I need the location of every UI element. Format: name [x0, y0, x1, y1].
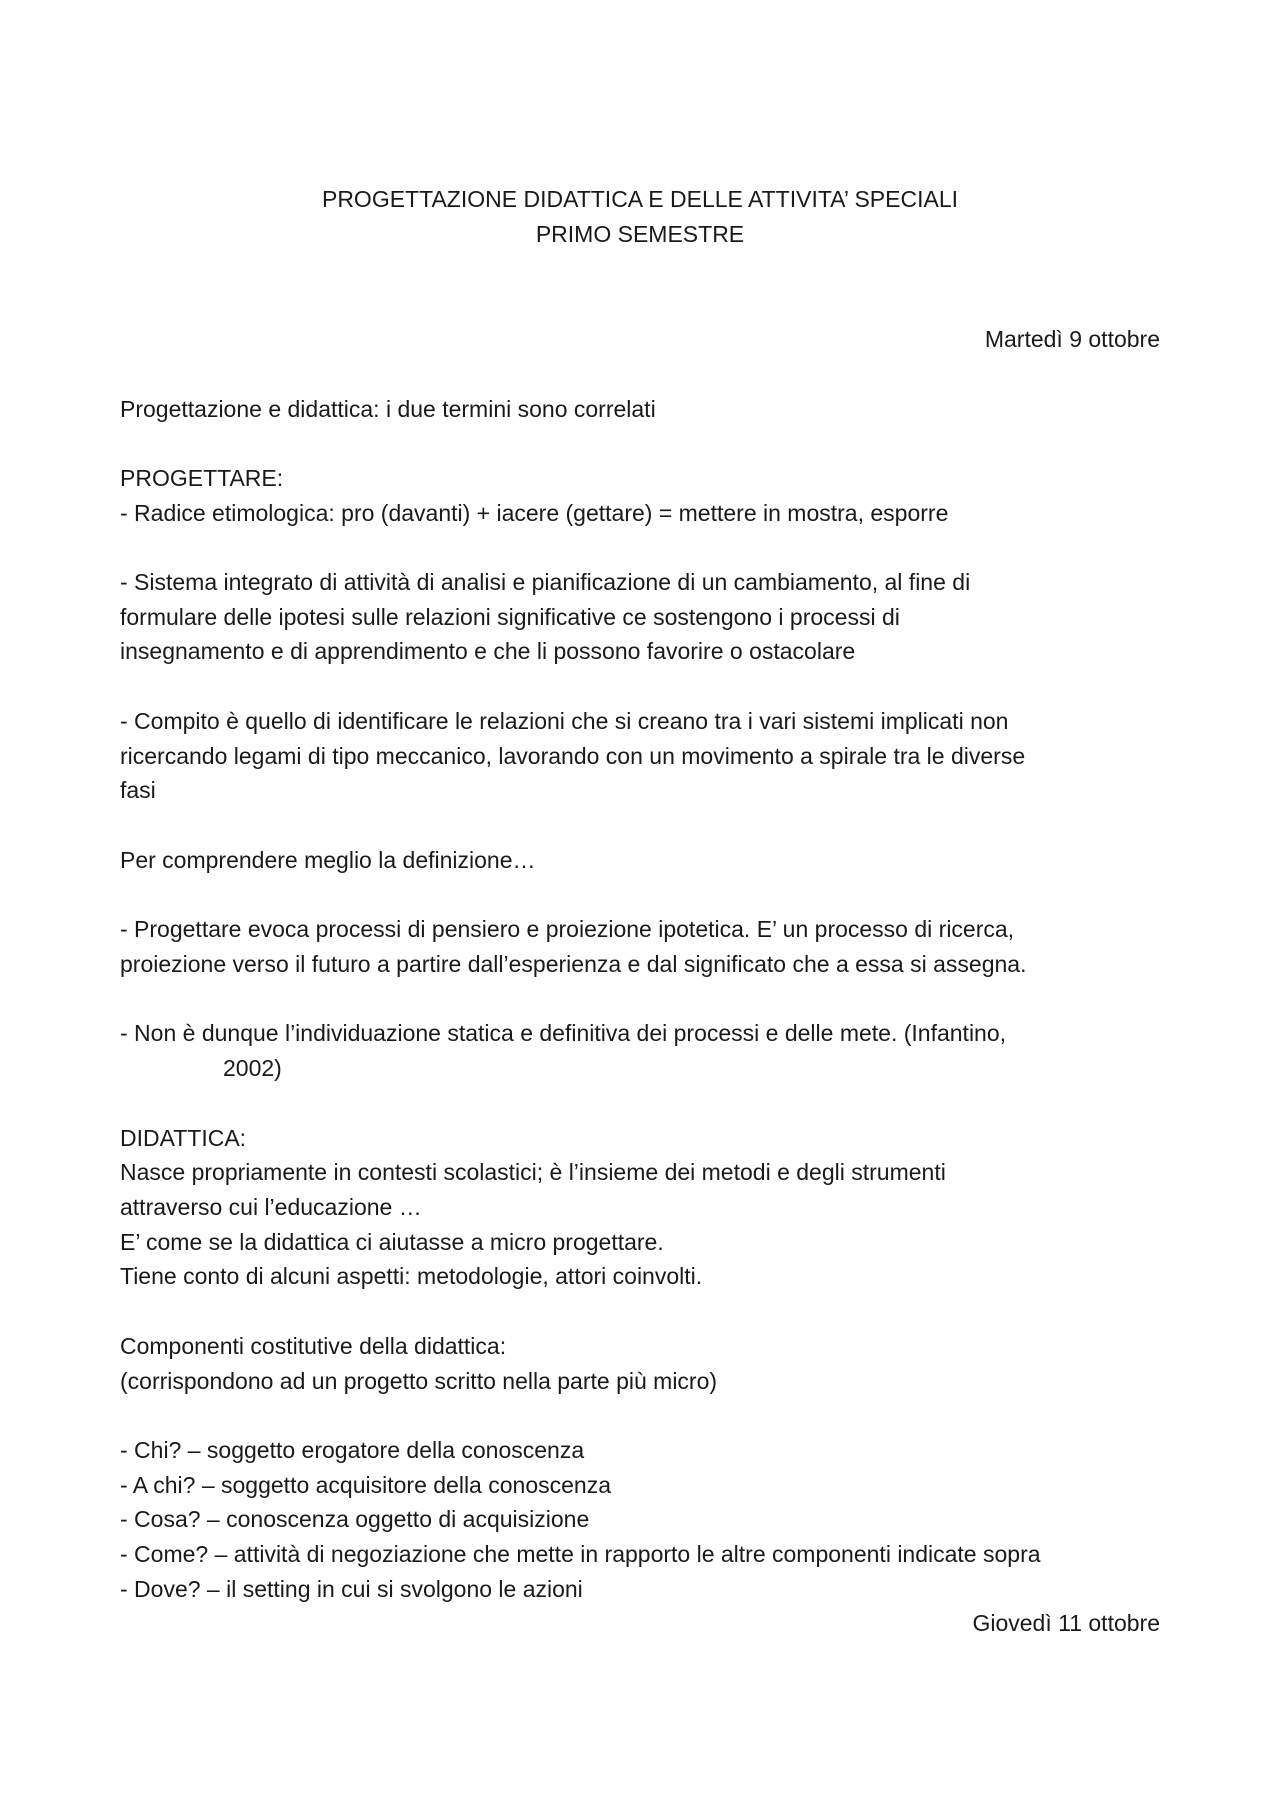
progettare-evoca-line-1: - Progettare evoca processi di pensiero e proiezione ipotetica. E’ un processo di ricerca,: [120, 916, 1015, 942]
non-e-line-1: - Non è dunque l’individuazione statica e definitiva dei processi e delle mete. (Infantino,: [120, 1020, 1007, 1046]
didattica-line-4: Tiene conto di alcuni aspetti: metodologie, attori coinvolti.: [120, 1263, 703, 1289]
componenti-subheading: (corrispondono ad un progetto scritto nella parte più micro): [120, 1368, 718, 1394]
componenti-heading: Componenti costitutive della didattica:: [120, 1333, 507, 1359]
didattica-line-1: Nasce propriamente in contesti scolastici; è l’insieme dei metodi e degli strumenti: [120, 1159, 946, 1185]
component-item: - Chi? – soggetto erogatore della conoscenza: [120, 1437, 585, 1463]
per-comprendere: Per comprendere meglio la definizione…: [120, 847, 536, 873]
title-line-1: PROGETTAZIONE DIDATTICA E DELLE ATTIVITA’ SPECIALI: [321, 186, 959, 212]
sistema-line-3: insegnamento e di apprendimento e che li possono favorire o ostacolare: [120, 638, 856, 664]
document-title: [120, 182, 1160, 251]
date-martedi: Martedì 9 ottobre: [984, 326, 1160, 352]
compito-line-3: fasi: [120, 777, 156, 803]
date-giovedi: Giovedì 11 ottobre: [972, 1610, 1160, 1636]
sistema-line-2: formulare delle ipotesi sulle relazioni significative ce sostengono i processi di: [120, 604, 900, 630]
didattica-heading: DIDATTICA:: [120, 1125, 247, 1151]
sistema-line-1: - Sistema integrato di attività di analisi e pianificazione di un cambiamento, al fine di: [120, 569, 971, 595]
title-line-2: PRIMO SEMESTRE: [535, 220, 745, 247]
component-item: - Come? – attività di negoziazione che mette in rapporto le altre componenti indicate sopra: [120, 1541, 1041, 1567]
non-e-line-2: 2002): [223, 1055, 282, 1081]
progettare-evoca-line-2: proiezione verso il futuro a partire dall’esperienza e dal significato che a essa si assegna.: [120, 951, 1027, 977]
intro-text: Progettazione e didattica: i due termini sono correlati: [120, 396, 656, 422]
progettare-heading: PROGETTARE:: [120, 465, 284, 491]
component-item: - Cosa? – conoscenza oggetto di acquisizione: [120, 1506, 590, 1532]
component-item: - Dove? – il setting in cui si svolgono le azioni: [120, 1576, 583, 1602]
didattica-line-3: E’ come se la didattica ci aiutasse a micro progettare.: [120, 1229, 664, 1255]
progettare-etymology: - Radice etimologica: pro (davanti) + iacere (gettare) = mettere in mostra, esporre: [120, 500, 949, 526]
compito-line-1: - Compito è quello di identificare le relazioni che si creano tra i vari sistemi implicati non: [120, 708, 1009, 734]
component-item: - A chi? – soggetto acquisitore della conoscenza: [120, 1472, 611, 1498]
compito-line-2: ricercando legami di tipo meccanico, lavorando con un movimento a spirale tra le diverse: [120, 743, 1026, 769]
didattica-line-2: attraverso cui l’educazione …: [120, 1194, 422, 1220]
